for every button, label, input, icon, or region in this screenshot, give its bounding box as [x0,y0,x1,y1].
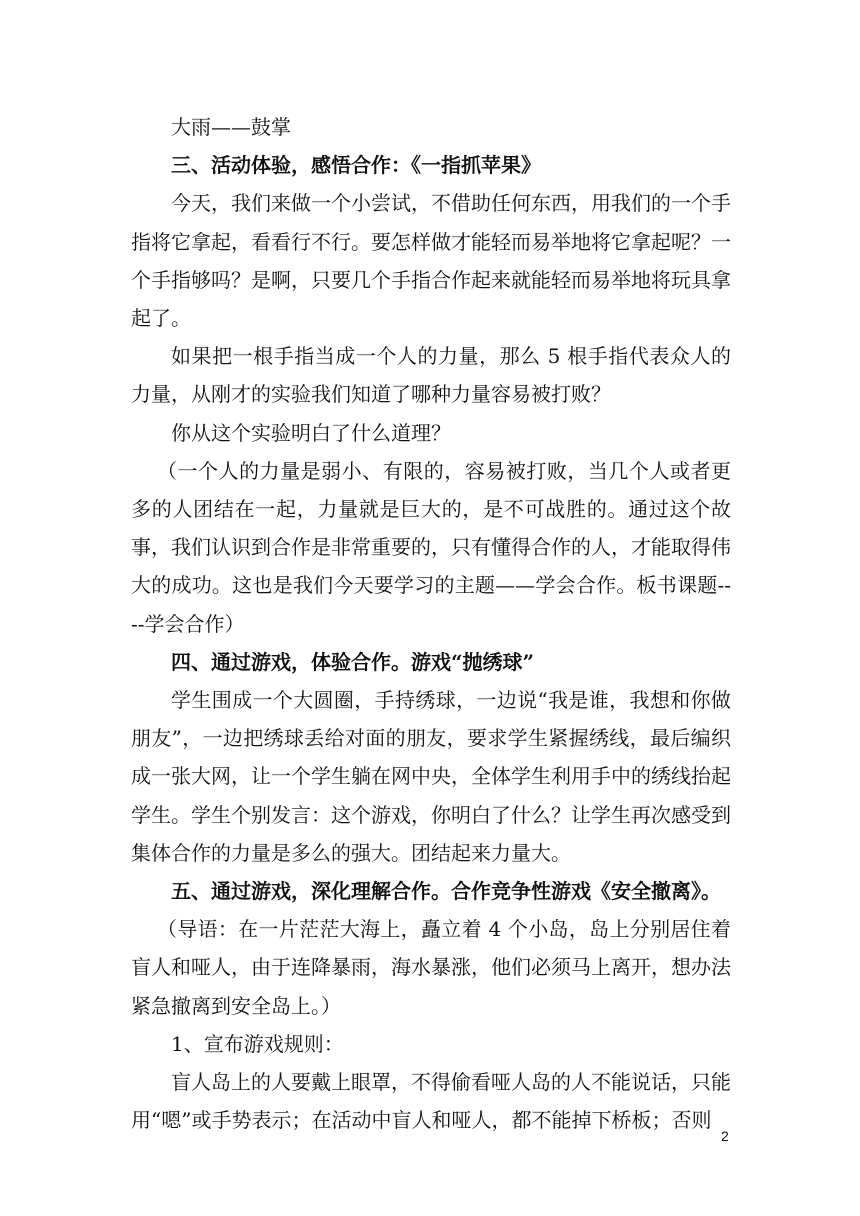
paragraph-rules: 盲人岛上的人要戴上眼罩，不得偷看哑人岛的人不能说话，只能用“嗯”或手势表示；在活动中盲人和哑人，都不能掉下桥板；否则 [131,1070,731,1133]
paragraph-rules-title: 1、宣布游戏规则： [171,1031,344,1056]
paragraph-conclusion: （一个人的力量是弱小、有限的，容易被打败，当几个人或者更多的人团结在一起，力量就是巨大的，是不可战胜的。通过这个故事，我们认识到合作是非常重要的，只有懂得合作的人，才能取得伟大的成功。这也是我们今天要学习的主题——学会合作。板书课题----学会合作） [131,458,731,636]
section-heading-3: 三、活动体验，感悟合作：《一指抓苹果》 [171,153,541,178]
section-heading-5: 五、通过游戏，深化理解合作。合作竞争性游戏《安全撤离》。 [171,879,721,904]
paragraph-game-intro: （导语：在一片茫茫大海上，矗立着 4 个小岛，岛上分别居住着盲人和哑人，由于连降暴雨，海水暴涨，他们必须马上离开，想办法紧急撤离到安全岛上。） [131,917,731,1018]
paragraph-ball-game: 学生围成一个大圆圈，手持绣球，一边说“我是谁，我想和你做朋友”，一边把绣球丢给对面的朋友，要求学生紧握绣线，最后编织成一张大网，让一个学生躺在网中央，全体学生利用手中的绣线抬起学生。学生个别发言：这个游戏，你明白了什么？让学生再次感受到集体合作的力量是多么的强大。团结起来力量大。 [131,688,731,865]
document-body [131,108,731,1139]
paragraph-rain-clap: 大雨——鼓掌 [171,115,291,139]
paragraph-question: 你从这个实验明白了什么道理？ [171,420,451,445]
section-heading-4: 四、通过游戏，体验合作。游戏“抛绣球” [171,649,535,674]
page-number: 2 [721,1128,729,1144]
paragraph-finger-strength: 如果把一根手指当成一个人的力量，那么 5 根手指代表众人的力量，从刚才的实验我们知道了哪种力量容易被打败？ [131,344,731,407]
paragraph-experiment-intro: 今天，我们来做一个小尝试，不借助任何东西，用我们的一个手指将它拿起，看看行不行。要怎样做才能轻而易举地将它拿起呢？一个手指够吗？是啊，只要几个手指合作起来就能轻而易举地将玩具拿起了。 [131,191,731,331]
